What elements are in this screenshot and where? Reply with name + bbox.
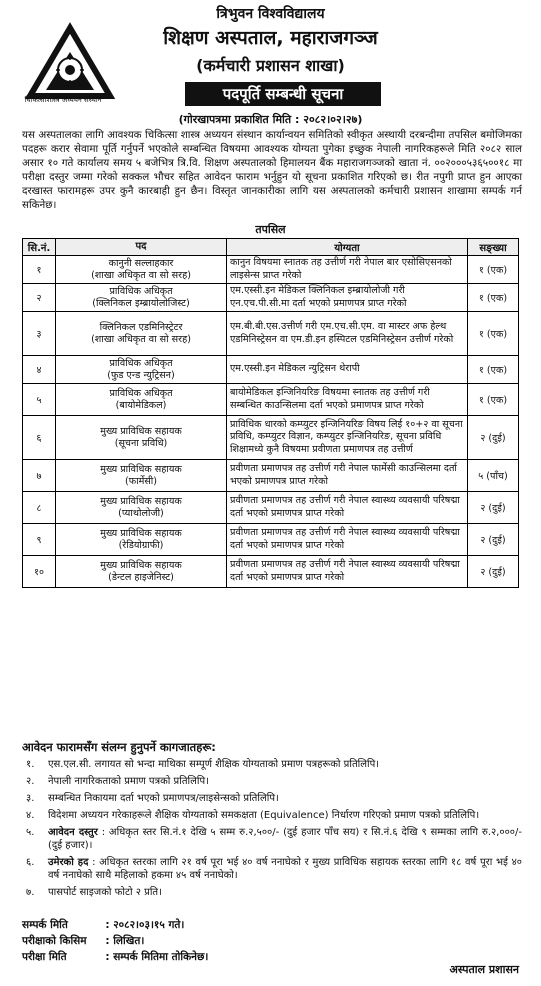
- meta-value: : लिखित।: [105, 935, 145, 947]
- meta-value: : २०८२।०३।१५ गते।: [105, 919, 185, 931]
- signature: अस्पताल प्रशासन: [449, 963, 519, 976]
- post-level: (रेडियोग्राफी): [118, 539, 164, 551]
- post-name: प्राविधिक अधिकृत: [109, 357, 173, 369]
- post-level: (सूचना प्रविधि): [114, 437, 168, 449]
- table-row: [23, 256, 519, 284]
- table-row: [23, 284, 519, 312]
- cell-count: १ (एक): [468, 384, 519, 416]
- university-name: त्रिभुवन विश्वविद्यालय: [216, 6, 325, 22]
- cell-qualification: प्रवीणता प्रमाणपत्र तह उत्तीर्ण गरी नेपाल फार्मेसी काउन्सिलमा दर्ता भएको प्रमाणपत्र प्राप्त गरेको: [227, 460, 468, 492]
- posts-table: [22, 238, 519, 588]
- document-item: [22, 758, 522, 771]
- item-number: ३.: [26, 793, 35, 804]
- section-name: (कर्मचारी प्रशासन शाखा): [196, 56, 345, 75]
- document-item: [22, 826, 522, 852]
- post-name: मुख्य प्राविधिक सहायक: [100, 559, 182, 571]
- documents-list: [22, 758, 522, 903]
- cell-count: १ (एक): [468, 356, 519, 384]
- cell-post: [56, 492, 227, 524]
- meta-key: परीक्षा मिति: [22, 951, 67, 963]
- cell-count: १ (एक): [468, 312, 519, 356]
- post-level: (प्याथोलोजी): [118, 507, 164, 519]
- cell-sn: ५: [23, 384, 56, 416]
- table-row: [23, 384, 519, 416]
- cell-qualification: एम.एस्सी.इन मेडिकल क्लिनिकल इम्ब्रायोलोजी गरी एन.एच.पी.सी.मा दर्ता भएको प्रमाणपत्र प्राप्त गरेको: [227, 284, 468, 312]
- item-number: २.: [26, 776, 35, 787]
- cell-sn: २: [23, 284, 56, 312]
- post-level: (शाखा अधिकृत वा सो सरह): [91, 333, 191, 345]
- post-name: कानुनी सल्लाहकार: [108, 257, 174, 269]
- cell-post: [56, 524, 227, 556]
- cell-count: १ (एक): [468, 284, 519, 312]
- meta-key: सम्पर्क मिति: [22, 919, 68, 931]
- meta-value: : सम्पर्क मितिमा तोकिनेछ।: [105, 951, 209, 963]
- post-name: मुख्य प्राविधिक सहायक: [100, 463, 182, 475]
- hospital-name: शिक्षण अस्पताल, महाराजगञ्ज: [163, 27, 378, 49]
- post-level: (फार्मेसी): [124, 475, 158, 487]
- document-item: [22, 792, 522, 805]
- cell-count: २ (दुई): [468, 416, 519, 460]
- post-name: क्लिनिकल एडमिनिस्ट्रेटर: [99, 321, 183, 333]
- cell-sn: ७: [23, 460, 56, 492]
- post-name: प्राविधिक अधिकृत: [109, 387, 173, 399]
- cell-count: १ (एक): [468, 256, 519, 284]
- cell-post: [56, 312, 227, 356]
- cell-qualification: प्रवीणता प्रमाणपत्र तह उत्तीर्ण गरी नेपाल स्वास्थ्य व्यवसायी परिषद्मा दर्ता भएको प्रमाणपत्र प्राप्त गरेको: [227, 524, 468, 556]
- item-text: विदेशमा अध्ययन गरेकाहरूले शैक्षिक योग्यताको समकक्षता (Equivalence) निर्धारण गरिएको प्रमाण पत्रको प्रतिलिपि।: [48, 810, 480, 821]
- post-level: (डेन्टल हाइजेनिस्ट): [108, 571, 174, 583]
- post-name: मुख्य प्राविधिक सहायक: [100, 527, 182, 539]
- cell-qualification: प्राविधिक धारको कम्प्युटर इन्जिनियरिङ विषय लिई १०+२ वा सूचना प्रविधि, कम्प्युटर विज्ञान, कम्प्युटर इन्जिनियरिङ, सूचना प्रविधि शिक्षामध्ये कुनै विषयमा प्रवीणता प्रमाणपत्र तह उत्तीर्ण: [227, 416, 468, 460]
- cell-qualification: एम.एस्सी.इन मेडिकल न्युट्रिसन थेरापी: [227, 356, 468, 384]
- cell-post: [56, 556, 227, 588]
- item-label: उमेरको हद: [48, 857, 89, 868]
- col-count-header: सङ्ख्या: [468, 239, 519, 256]
- item-number: ७.: [26, 887, 35, 898]
- post-name: मुख्य प्राविधिक सहायक: [100, 495, 182, 507]
- col-post-header: पद: [56, 239, 227, 256]
- item-number: ६.: [26, 857, 35, 868]
- table-row: [23, 524, 519, 556]
- document-item: [22, 809, 522, 822]
- item-text: एस.एल.सी. लगायत सो भन्दा माथिका सम्पूर्ण शैक्षिक योग्यताको प्रमाण पत्रहरूको प्रतिलिपि।: [48, 759, 380, 770]
- col-qualification-header: योग्यता: [227, 239, 468, 256]
- table-row: [23, 460, 519, 492]
- cell-qualification: बायोमेडिकल इन्जिनियरिङ विषयमा स्नातक तह उत्तीर्ण गरी सम्बन्धित काउन्सिलमा दर्ता भएको प्रमाणपत्र प्राप्त गरेको: [227, 384, 468, 416]
- table-row: [23, 312, 519, 356]
- cell-post: [56, 384, 227, 416]
- cell-sn: ८: [23, 492, 56, 524]
- cell-qualification: कानुन विषयमा स्नातक तह उत्तीर्ण गरी नेपाल बार एसोसिएसनको लाइसेन्स प्राप्त गरेको: [227, 256, 468, 284]
- cell-sn: ३: [23, 312, 56, 356]
- document-item: [22, 856, 522, 882]
- publish-date: (गोरखापत्रमा प्रकाशित मिति : २०८२।०२।२७): [178, 113, 363, 126]
- cell-post: [56, 356, 227, 384]
- table-header-row: [23, 239, 519, 256]
- cell-sn: १: [23, 256, 56, 284]
- item-text: : अधिकृत स्तर सि.नं.१ देखि ५ सम्म रु.२,५००/- (दुई हजार पाँच सय) र सि.नं.६ देखि ९ सम्मका लागि रु.२,०००/- (दुई हजार)।: [48, 827, 522, 851]
- col-sn-header: सि.नं.: [23, 239, 56, 256]
- document-item: [22, 886, 522, 899]
- meta-key: परीक्षाको किसिम: [22, 935, 87, 947]
- cell-sn: ९: [23, 524, 56, 556]
- item-number: ५.: [26, 827, 35, 838]
- item-text: सम्बन्धित निकायमा दर्ता भएको प्रमाणपत्र/लाइसेन्सको प्रतिलिपि।: [48, 793, 279, 804]
- table-row: [23, 556, 519, 588]
- cell-post: [56, 416, 227, 460]
- meta-row: [22, 934, 144, 948]
- meta-row: [22, 950, 208, 964]
- cell-qualification: एम.बी.बी.एस.उत्तीर्ण गरी एम.एच.सी.एम. वा मास्टर अफ हेल्थ एडमिनिस्ट्रेसन वा एम.डी.इन हस्पिटल एडमिनिस्ट्रेसन उत्तीर्ण गरेको: [227, 312, 468, 356]
- documents-heading: आवेदन फारामसँग संलग्न हुनुपर्ने कागजातहरू:: [22, 740, 216, 754]
- post-level: (बायोमेडिकल): [115, 399, 167, 411]
- item-label: आवेदन दस्तुर: [48, 827, 98, 838]
- cell-post: [56, 256, 227, 284]
- intro-paragraph: यस अस्पतालका लागि आवश्यक चिकित्सा शास्त्र अध्ययन संस्थान कार्यान्वयन समितिको स्वीकृत अस्थायी दरबन्दीमा तपसिल बमोजिमका पदहरू करार सेवामा पूर्ति गर्नुपर्ने भएकोले सम्बन्धित विषयमा आवश्यक योग्यता पुगेका इच्छुक नेपाली नागरिकहरूले मिति २०८२ साल असार १० गते कार्यालय समय ५ बजेभित्र त्रि.वि. शिक्षण अस्पतालको हिमालयन बैंक महाराजगञ्जको खाता नं. ००२०००५३६५००१८ मा परीक्षा दस्तुर जम्मा गरेको सक्कल भौचर सहित आवेदन फाराम भर्नुहुन यो सूचना प्रकाशित गरिएको छ। रीत नपुगी प्राप्त हुन आएका दरखास्त फारामहरू उपर कुनै कारबाही हुन छैन। विस्तृत जानकारीका लागि यस अस्पतालको कर्मचारी प्रशासन शाखामा सम्पर्क गर्न सकिनेछ।: [22, 129, 522, 211]
- post-name: मुख्य प्राविधिक सहायक: [100, 425, 182, 437]
- meta-row: [22, 918, 184, 932]
- cell-count: २ (दुई): [468, 524, 519, 556]
- post-level: (क्लिनिकल इम्ब्रायोलोजिस्ट): [92, 297, 190, 309]
- item-text: नेपाली नागरिकताको प्रमाण पत्रको प्रतिलिपि।: [48, 776, 209, 787]
- table-row: [23, 416, 519, 460]
- cell-sn: ६: [23, 416, 56, 460]
- post-name: प्राविधिक अधिकृत: [109, 285, 173, 297]
- item-number: ४.: [26, 810, 35, 821]
- logo-caption: चिकित्साशास्त्र अध्ययन संस्थान: [24, 96, 102, 104]
- cell-post: [56, 284, 227, 312]
- item-number: १.: [26, 759, 35, 770]
- post-level: (शाखा अधिकृत वा सो सरह): [91, 269, 191, 281]
- table-row: [23, 492, 519, 524]
- cell-post: [56, 460, 227, 492]
- cell-sn: १०: [23, 556, 56, 588]
- table-row: [23, 356, 519, 384]
- item-text: पासपोर्ट साइजको फोटो २ प्रति।: [48, 887, 162, 898]
- cell-count: ५ (पाँच): [468, 460, 519, 492]
- cell-qualification: प्रवीणता प्रमाणपत्र तह उत्तीर्ण गरी नेपाल स्वास्थ्य व्यवसायी परिषद्मा दर्ता भएको प्रमाणपत्र प्राप्त गरेको: [227, 556, 468, 588]
- table-label: तपसिल: [255, 223, 286, 236]
- post-level: (फुड एन्ड न्युट्रिसन): [107, 369, 175, 381]
- cell-sn: ४: [23, 356, 56, 384]
- cell-count: २ (दुई): [468, 556, 519, 588]
- cell-qualification: प्रवीणता प्रमाणपत्र तह उत्तीर्ण गरी नेपाल स्वास्थ्य व्यवसायी परिषद्मा दर्ता भएको प्रमाणपत्र प्राप्त गरेको: [227, 492, 468, 524]
- notice-title: पदपूर्ति सम्बन्धी सूचना: [185, 82, 381, 106]
- document-item: [22, 775, 522, 788]
- item-text: : अधिकृत स्तरका लागि २१ वर्ष पूरा भई ४० वर्ष ननाघेको र मुख्य प्राविधिक सहायक स्तरका लागि १८ वर्ष पूरा भई ४० वर्ष ननाघेको साथै महिलाको हकमा ४५ वर्ष ननाघेको।: [48, 857, 522, 881]
- cell-count: २ (दुई): [468, 492, 519, 524]
